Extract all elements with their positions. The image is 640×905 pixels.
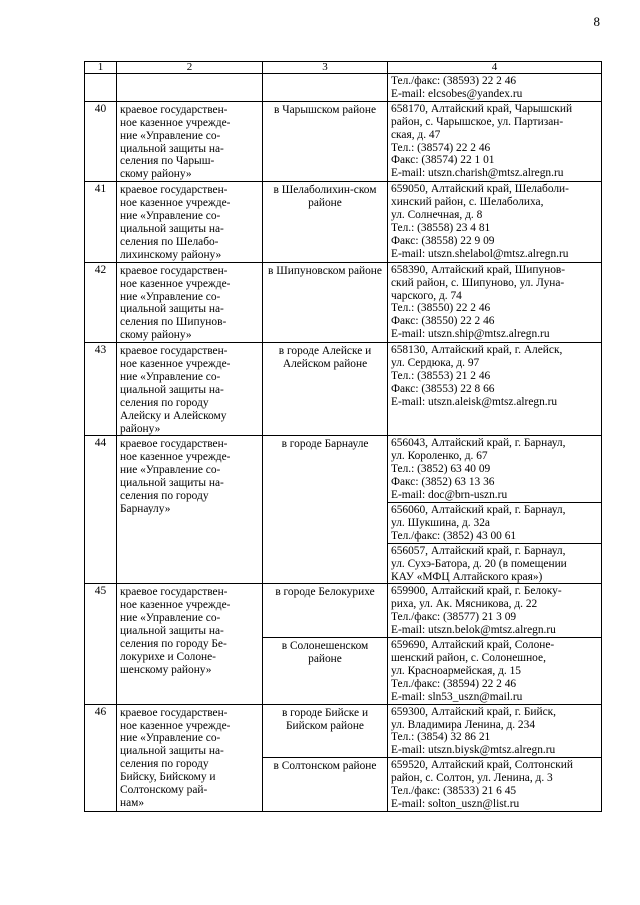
address-line: КАУ «МФЦ Алтайского края») xyxy=(391,570,543,583)
organization-name-cell xyxy=(117,584,263,704)
organization-name-line: краевое государствен- xyxy=(120,586,228,599)
organization-name-line: ние «Управление со- xyxy=(120,464,221,477)
organization-name-line: селения по городу xyxy=(120,758,209,771)
organization-name-line: краевое государствен- xyxy=(120,184,228,197)
organization-name-line: скому району» xyxy=(120,329,192,342)
address-line: E-mail: utszn.biysk@mtsz.alregn.ru xyxy=(391,744,556,757)
address-line: Тел.: (38553) 21 2 46 xyxy=(391,369,491,382)
address-line: Факс: (38558) 22 9 09 xyxy=(391,234,495,247)
address-line: E-mail: utszn.belok@mtsz.alregn.ru xyxy=(391,624,556,637)
table-row xyxy=(85,436,602,503)
organization-name-line: ние «Управление со- xyxy=(120,612,221,625)
office-address-cell xyxy=(388,584,602,638)
organization-name-line: селения по Чарыш- xyxy=(120,155,215,168)
organization-name-line: краевое государствен- xyxy=(120,438,228,451)
office-address-cell xyxy=(388,101,602,181)
address-line: ул. Сердюка, д. 97 xyxy=(391,357,480,370)
office-address-cell xyxy=(388,758,602,812)
header-cell-2: 2 xyxy=(117,62,263,74)
organization-name-line: шенскому району» xyxy=(120,663,212,676)
address-line: E-mail: solton_uszn@list.ru xyxy=(391,797,520,810)
organization-name-cell xyxy=(117,262,263,342)
organization-name-line: району» xyxy=(120,422,161,435)
organization-name-line: локурихе и Солоне- xyxy=(120,650,216,663)
address-line: Тел.: (3852) 63 40 09 xyxy=(391,463,491,476)
row-number-cell: 43 xyxy=(85,343,117,436)
address-line: 659900, Алтайский край, г. Белоку- xyxy=(391,585,562,598)
organization-name-line: Солтонскому рай- xyxy=(120,784,208,797)
row-number-cell: 41 xyxy=(85,182,117,262)
address-line: ул. Владимира Ленина, д. 234 xyxy=(391,718,536,731)
address-line: E-mail: doc@brn-uszn.ru xyxy=(391,489,508,502)
organization-name-cell xyxy=(117,182,263,262)
organization-name-line: ное казенное учрежде- xyxy=(120,451,231,464)
table-row xyxy=(85,584,602,638)
address-line: E-mail: utszn.ship@mtsz.alregn.ru xyxy=(391,328,550,341)
organization-name-line: скому району» xyxy=(120,168,192,181)
organization-name-line: селения по Шипунов- xyxy=(120,316,227,329)
organization-name-line: селения по городу xyxy=(120,396,209,409)
address-line: Факс: (38550) 22 2 46 xyxy=(391,315,495,328)
organization-name-line: циальной защиты на- xyxy=(120,383,224,396)
organization-name-line: селения по Шелабо- xyxy=(120,235,219,248)
address-line: Тел./факс: (38577) 21 3 09 xyxy=(391,611,517,624)
district-cell xyxy=(263,74,388,102)
organization-name-cell xyxy=(117,101,263,181)
organization-name-line: Барнаулу» xyxy=(120,503,171,515)
address-line: 656060, Алтайский край, г. Барнаул, xyxy=(391,504,566,516)
organization-name-line: ние «Управление со- xyxy=(120,732,221,745)
organization-name-line: лихинскому району» xyxy=(120,248,222,261)
organization-name-line: ное казенное учрежде- xyxy=(120,116,231,129)
address-line: 658170, Алтайский край, Чарышский xyxy=(391,102,573,115)
row-number-cell: 40 xyxy=(85,101,117,181)
address-line: ул. Солнечная, д. 8 xyxy=(391,209,483,222)
district-cell: в городе Белокурихе xyxy=(263,584,388,638)
organization-name-line: ное казенное учрежде- xyxy=(120,197,231,210)
row-number-cell: 42 xyxy=(85,262,117,342)
office-address-cell xyxy=(388,182,602,262)
address-line: Тел.: (38558) 23 4 81 xyxy=(391,221,491,234)
address-line: Тел./факс: (38594) 22 2 46 xyxy=(391,677,517,690)
organization-name-line: селения по городу Бе- xyxy=(120,638,227,651)
organization-cell xyxy=(117,74,263,102)
table-row xyxy=(85,182,602,262)
organization-name-line: краевое государствен- xyxy=(120,264,228,277)
organization-name-line: ние «Управление со- xyxy=(120,290,221,303)
organization-name-line: селения по городу xyxy=(120,490,209,503)
district-cell: в Шелаболихин-ском районе xyxy=(263,182,388,262)
address-line: E-mail: utszn.shelabol@mtsz.alregn.ru xyxy=(391,247,569,260)
table-row xyxy=(85,262,602,342)
address-line: 659050, Алтайский край, Шелаболи- xyxy=(391,183,569,196)
address-line: риха, ул. Ак. Мясникова, д. 22 xyxy=(391,598,538,611)
header-cell-4: 4 xyxy=(388,62,602,74)
table-row xyxy=(85,101,602,181)
address-line: Тел./факс: (3852) 43 00 61 xyxy=(391,529,517,542)
address-line: E-mail: utszn.charish@mtsz.alregn.ru xyxy=(391,167,564,180)
address-line: Тел./факс: (38593) 22 2 46 xyxy=(391,75,517,87)
address-line: Факс: (38574) 22 1 01 xyxy=(391,154,495,167)
organization-name-line: циальной защиты на- xyxy=(120,745,224,758)
address-line: район, с. Чарышское, ул. Партизан- xyxy=(391,115,564,128)
organization-name-line: ние «Управление со- xyxy=(120,129,221,142)
district-cell: в городе Барнауле xyxy=(263,436,388,584)
organization-name-line: ное казенное учрежде- xyxy=(120,358,231,371)
organization-name-line: циальной защиты на- xyxy=(120,477,224,490)
social-protection-offices-table xyxy=(84,61,602,812)
organization-name-line: ние «Управление со- xyxy=(120,370,221,383)
address-line: 658390, Алтайский край, Шипунов- xyxy=(391,263,566,276)
organization-name-line: циальной защиты на- xyxy=(120,303,224,316)
office-address-cell xyxy=(388,638,602,705)
district-cell: в Солонешенском районе xyxy=(263,638,388,705)
address-line: район, с. Солтон, ул. Ленина, д. 3 xyxy=(391,772,553,785)
address-cell xyxy=(388,74,602,102)
address-line: ул. Сухэ-Батора, д. 20 (в помещении xyxy=(391,557,567,570)
address-line: 659300, Алтайский край, г. Бийск, xyxy=(391,705,557,718)
organization-name-line: ное казенное учрежде- xyxy=(120,277,231,290)
address-line: Тел.: (38550) 22 2 46 xyxy=(391,302,491,315)
address-line: E-mail: utszn.aleisk@mtsz.alregn.ru xyxy=(391,395,558,408)
address-line: ский район, с. Шипуново, ул. Луна- xyxy=(391,276,565,289)
address-line: Факс: (3852) 63 13 36 xyxy=(391,476,495,489)
district-cell: в городе Бийске и Бийском районе xyxy=(263,704,388,758)
organization-name-line: краевое государствен- xyxy=(120,706,228,719)
table-row xyxy=(85,343,602,436)
number-cell xyxy=(85,74,117,102)
address-line: ул. Шукшина, д. 32а xyxy=(391,516,490,529)
organization-name-line: ное казенное учрежде- xyxy=(120,719,231,732)
organization-name-line: краевое государствен- xyxy=(120,103,228,116)
district-cell: в Шипуновском районе xyxy=(263,262,388,342)
row-number-cell: 45 xyxy=(85,584,117,704)
district-cell: в Солтонском районе xyxy=(263,758,388,812)
address-line: 659690, Алтайский край, Солоне- xyxy=(391,639,555,652)
address-line: ская, д. 47 xyxy=(391,128,441,141)
address-line: ул. Красноармейская, д. 15 xyxy=(391,664,521,677)
address-line: ул. Короленко, д. 67 xyxy=(391,450,488,463)
office-address-cell xyxy=(388,343,602,436)
header-cell-1: 1 xyxy=(85,62,117,74)
page-number: 8 xyxy=(593,14,600,29)
address-line: Тел.: (38574) 22 2 46 xyxy=(391,141,491,154)
address-line: E-mail: elcsobes@yandex.ru xyxy=(391,87,523,100)
office-address-cell xyxy=(388,543,602,584)
column-number-header-row xyxy=(85,62,602,74)
organization-name-cell xyxy=(117,704,263,811)
address-line: 659520, Алтайский край, Солтонский xyxy=(391,759,573,772)
organization-name-line: краевое государствен- xyxy=(120,345,228,358)
office-address-cell xyxy=(388,503,602,544)
office-address-cell xyxy=(388,262,602,342)
address-line: Факс: (38553) 22 8 66 xyxy=(391,382,495,395)
address-line: хинский район, с. Шелаболиха, xyxy=(391,196,544,209)
organization-name-line: циальной защиты на- xyxy=(120,222,224,235)
address-line: Тел.: (3854) 32 86 21 xyxy=(391,731,491,744)
row-number-cell: 46 xyxy=(85,704,117,811)
address-line: 656057, Алтайский край, г. Барнаул, xyxy=(391,544,566,557)
address-line: шенский район, с. Солонешное, xyxy=(391,651,546,664)
header-cell-3: 3 xyxy=(263,62,388,74)
address-line: 656043, Алтайский край, г. Барнаул, xyxy=(391,437,566,450)
organization-name-cell xyxy=(117,436,263,584)
organization-name-line: циальной защиты на- xyxy=(120,142,224,155)
organization-name-line: ное казенное учрежде- xyxy=(120,599,231,612)
address-line: чарского, д. 74 xyxy=(391,289,462,302)
office-address-cell xyxy=(388,704,602,758)
organization-name-line: ние «Управление со- xyxy=(120,210,221,223)
organization-name-line: нам» xyxy=(120,796,145,809)
address-line: Тел./факс: (38533) 21 6 45 xyxy=(391,785,517,798)
district-cell: в городе Алейске и Алейском районе xyxy=(263,343,388,436)
address-line: 658130, Алтайский край, г. Алейск, xyxy=(391,344,563,357)
organization-name-line: циальной защиты на- xyxy=(120,625,224,638)
row-number-cell: 44 xyxy=(85,436,117,584)
table-row xyxy=(85,704,602,758)
organization-name-line: Бийску, Бийскому и xyxy=(120,771,216,784)
address-line: E-mail: sln53_uszn@mail.ru xyxy=(391,690,523,703)
district-cell: в Чарышском районе xyxy=(263,101,388,181)
continuation-row xyxy=(85,74,602,102)
organization-name-cell xyxy=(117,343,263,436)
office-address-cell xyxy=(388,436,602,503)
organization-name-line: Алейску и Алейскому xyxy=(120,409,227,422)
